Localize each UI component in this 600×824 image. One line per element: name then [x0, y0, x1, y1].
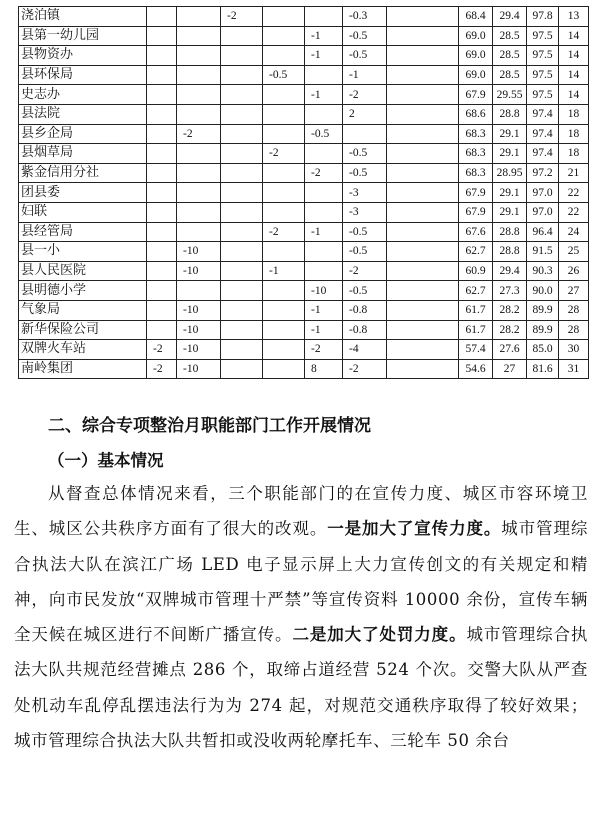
cell-c1: [147, 320, 177, 340]
table-row: [19, 261, 589, 281]
cell-c5: [305, 144, 343, 164]
body-paragraph: [14, 476, 588, 758]
cell-blank: [387, 340, 459, 360]
cell-c2: [177, 202, 221, 222]
cell-s2: 27.6: [493, 340, 527, 360]
cell-c6: -0.5: [343, 46, 387, 66]
cell-blank: [387, 281, 459, 301]
cell-blank: [387, 7, 459, 27]
cell-rank: 28: [559, 320, 589, 340]
cell-c1: [147, 202, 177, 222]
cell-c1: [147, 46, 177, 66]
cell-c2: [177, 163, 221, 183]
cell-s2: 27.3: [493, 281, 527, 301]
cell-total: 96.4: [527, 222, 559, 242]
cell-c4: [263, 7, 305, 27]
cell-rank: 18: [559, 104, 589, 124]
table-row: [19, 46, 589, 66]
cell-name: 气象局: [19, 300, 147, 320]
cell-rank: 18: [559, 124, 589, 144]
table-row: [19, 124, 589, 144]
cell-s1: 69.0: [459, 26, 493, 46]
cell-c4: -0.5: [263, 65, 305, 85]
section-heading: 二、综合专项整治月职能部门工作开展情况: [48, 416, 371, 436]
cell-s1: 67.9: [459, 85, 493, 105]
cell-c4: [263, 26, 305, 46]
cell-c2: -10: [177, 242, 221, 262]
cell-c2: [177, 144, 221, 164]
table-row: [19, 242, 589, 262]
cell-s2: 28.2: [493, 320, 527, 340]
cell-total: 97.4: [527, 104, 559, 124]
cell-c6: -0.5: [343, 26, 387, 46]
cell-s2: 28.5: [493, 46, 527, 66]
cell-rank: 22: [559, 202, 589, 222]
cell-c4: [263, 202, 305, 222]
table-row: [19, 163, 589, 183]
paragraph-bold-1: 一是加大了宣传力度。: [327, 519, 502, 539]
cell-s1: 62.7: [459, 242, 493, 262]
cell-s2: 29.1: [493, 202, 527, 222]
cell-rank: 30: [559, 340, 589, 360]
cell-c6: -0.5: [343, 222, 387, 242]
cell-c3: [221, 340, 263, 360]
cell-total: 97.0: [527, 202, 559, 222]
cell-c1: [147, 144, 177, 164]
table-row: [19, 340, 589, 360]
cell-s1: 60.9: [459, 261, 493, 281]
cell-total: 89.9: [527, 320, 559, 340]
cell-c2: -10: [177, 300, 221, 320]
cell-name: 团县委: [19, 183, 147, 203]
cell-s2: 29.1: [493, 144, 527, 164]
cell-c4: [263, 85, 305, 105]
cell-c3: [221, 85, 263, 105]
cell-rank: 24: [559, 222, 589, 242]
table-row: [19, 183, 589, 203]
cell-c4: [263, 300, 305, 320]
cell-blank: [387, 144, 459, 164]
paragraph-text-2: 城市管理综合执法大队在滨江广场 LED 电子显示屏上大力宣传创文的有关规定和精神，向市民发放“双牌城市管理十严禁”等宣传资料 10000 余份，宣传车辆全天候在城区进行不间断广播宣传。: [14, 519, 588, 645]
cell-s1: 61.7: [459, 300, 493, 320]
cell-name: 县一小: [19, 242, 147, 262]
cell-c1: [147, 124, 177, 144]
cell-s1: 69.0: [459, 46, 493, 66]
cell-c1: [147, 242, 177, 262]
cell-s2: 29.4: [493, 261, 527, 281]
cell-blank: [387, 26, 459, 46]
cell-rank: 31: [559, 359, 589, 379]
table-row: [19, 144, 589, 164]
cell-s1: 67.9: [459, 202, 493, 222]
cell-name: 新华保险公司: [19, 320, 147, 340]
cell-blank: [387, 222, 459, 242]
cell-rank: 26: [559, 261, 589, 281]
table-row: [19, 281, 589, 301]
cell-c3: [221, 163, 263, 183]
cell-c4: [263, 183, 305, 203]
cell-c5: [305, 7, 343, 27]
cell-c5: -1: [305, 300, 343, 320]
cell-c4: [263, 104, 305, 124]
cell-c3: [221, 183, 263, 203]
cell-c5: [305, 183, 343, 203]
cell-c5: [305, 65, 343, 85]
cell-s2: 29.55: [493, 85, 527, 105]
cell-c4: [263, 281, 305, 301]
cell-s1: 61.7: [459, 320, 493, 340]
cell-total: 85.0: [527, 340, 559, 360]
cell-blank: [387, 359, 459, 379]
cell-c4: [263, 163, 305, 183]
cell-s2: 28.8: [493, 222, 527, 242]
cell-c6: 2: [343, 104, 387, 124]
cell-s2: 29.4: [493, 7, 527, 27]
cell-c6: -0.5: [343, 144, 387, 164]
cell-c3: [221, 104, 263, 124]
cell-rank: 27: [559, 281, 589, 301]
cell-rank: 14: [559, 26, 589, 46]
cell-c3: [221, 144, 263, 164]
cell-c2: -2: [177, 124, 221, 144]
cell-c4: -1: [263, 261, 305, 281]
cell-c3: -2: [221, 7, 263, 27]
cell-rank: 13: [559, 7, 589, 27]
score-table: [18, 6, 589, 379]
cell-rank: 25: [559, 242, 589, 262]
cell-blank: [387, 163, 459, 183]
cell-total: 97.4: [527, 144, 559, 164]
paragraph-text-3: 城市管理综合执法大队共规范经营摊点 286 个，取缔占道经营 524 个次。交警大队从严查处机动车乱停乱摆违法行为为 274 起，对规范交通秩序取得了较好效果；城市管理综合执法大队共暂扣或没收两轮摩托车、三轮车 50 余台: [14, 625, 589, 751]
cell-s1: 62.7: [459, 281, 493, 301]
table-row: [19, 300, 589, 320]
cell-c4: -2: [263, 144, 305, 164]
table-row: [19, 85, 589, 105]
cell-c6: -4: [343, 340, 387, 360]
cell-name: 县烟草局: [19, 144, 147, 164]
cell-c5: -2: [305, 163, 343, 183]
cell-name: 县环保局: [19, 65, 147, 85]
cell-c6: -0.5: [343, 163, 387, 183]
cell-s1: 68.3: [459, 124, 493, 144]
cell-c4: [263, 124, 305, 144]
cell-c2: [177, 281, 221, 301]
cell-c5: [305, 104, 343, 124]
cell-s1: 68.3: [459, 144, 493, 164]
cell-rank: 22: [559, 183, 589, 203]
cell-name: 县明德小学: [19, 281, 147, 301]
cell-total: 81.6: [527, 359, 559, 379]
cell-s1: 68.4: [459, 7, 493, 27]
cell-c6: -3: [343, 202, 387, 222]
cell-c1: [147, 183, 177, 203]
cell-c3: [221, 26, 263, 46]
cell-c5: -1: [305, 26, 343, 46]
cell-c5: [305, 261, 343, 281]
table-row: [19, 222, 589, 242]
cell-total: 97.2: [527, 163, 559, 183]
cell-c3: [221, 320, 263, 340]
cell-c1: -2: [147, 340, 177, 360]
cell-name: 县乡企局: [19, 124, 147, 144]
cell-blank: [387, 46, 459, 66]
cell-s2: 29.1: [493, 124, 527, 144]
cell-c5: -2: [305, 340, 343, 360]
cell-c6: -0.8: [343, 300, 387, 320]
cell-c2: [177, 183, 221, 203]
cell-c2: -10: [177, 340, 221, 360]
cell-c1: [147, 104, 177, 124]
cell-c6: -0.5: [343, 242, 387, 262]
cell-c2: [177, 7, 221, 27]
cell-s2: 29.1: [493, 183, 527, 203]
cell-c4: -2: [263, 222, 305, 242]
cell-blank: [387, 85, 459, 105]
cell-total: 89.9: [527, 300, 559, 320]
cell-s1: 67.9: [459, 183, 493, 203]
cell-c1: [147, 222, 177, 242]
cell-rank: 14: [559, 46, 589, 66]
sub-heading: （一）基本情况: [48, 451, 164, 470]
cell-c1: [147, 281, 177, 301]
cell-name: 紫金信用分社: [19, 163, 147, 183]
cell-c6: -1: [343, 65, 387, 85]
cell-c1: [147, 65, 177, 85]
cell-name: 南岭集团: [19, 359, 147, 379]
cell-c4: [263, 340, 305, 360]
cell-s2: 28.5: [493, 65, 527, 85]
cell-c5: [305, 242, 343, 262]
cell-c2: -10: [177, 320, 221, 340]
cell-c6: [343, 124, 387, 144]
cell-name: 县第一幼儿园: [19, 26, 147, 46]
cell-c2: -10: [177, 261, 221, 281]
cell-name: 浇泊镇: [19, 7, 147, 27]
cell-s2: 28.5: [493, 26, 527, 46]
cell-c1: [147, 300, 177, 320]
cell-c1: [147, 7, 177, 27]
cell-c2: -10: [177, 359, 221, 379]
cell-c3: [221, 124, 263, 144]
cell-total: 97.5: [527, 46, 559, 66]
cell-blank: [387, 320, 459, 340]
cell-c1: -2: [147, 359, 177, 379]
cell-c5: -1: [305, 85, 343, 105]
paragraph-text-1: 从督查总体情况来看，三个职能部门的在宣传力度、城区市容环境卫生、城区公共秩序方面有了很大的改观。: [14, 484, 588, 539]
cell-s1: 67.6: [459, 222, 493, 242]
cell-c5: -1: [305, 222, 343, 242]
cell-name: 县人民医院: [19, 261, 147, 281]
cell-c6: -0.3: [343, 7, 387, 27]
cell-name: 县经管局: [19, 222, 147, 242]
cell-total: 97.0: [527, 183, 559, 203]
cell-c2: [177, 104, 221, 124]
cell-blank: [387, 124, 459, 144]
cell-name: 县法院: [19, 104, 147, 124]
cell-c3: [221, 261, 263, 281]
cell-total: 97.5: [527, 65, 559, 85]
cell-c6: -0.8: [343, 320, 387, 340]
cell-c1: [147, 26, 177, 46]
cell-total: 90.0: [527, 281, 559, 301]
cell-c2: [177, 26, 221, 46]
cell-blank: [387, 300, 459, 320]
cell-c5: -10: [305, 281, 343, 301]
cell-total: 91.5: [527, 242, 559, 262]
cell-s2: 28.8: [493, 104, 527, 124]
cell-s2: 27: [493, 359, 527, 379]
cell-rank: 14: [559, 85, 589, 105]
paragraph-bold-2: 二是加大了处罚力度。: [292, 625, 467, 645]
cell-c4: [263, 46, 305, 66]
cell-c3: [221, 359, 263, 379]
cell-c6: -2: [343, 359, 387, 379]
cell-c1: [147, 85, 177, 105]
cell-blank: [387, 104, 459, 124]
table-row: [19, 359, 589, 379]
cell-blank: [387, 183, 459, 203]
cell-c5: 8: [305, 359, 343, 379]
table-row: [19, 7, 589, 27]
cell-total: 97.4: [527, 124, 559, 144]
cell-c6: -0.5: [343, 281, 387, 301]
cell-c6: -2: [343, 261, 387, 281]
cell-c4: [263, 320, 305, 340]
cell-blank: [387, 202, 459, 222]
cell-s1: 54.6: [459, 359, 493, 379]
table-row: [19, 26, 589, 46]
cell-total: 90.3: [527, 261, 559, 281]
cell-s2: 28.8: [493, 242, 527, 262]
cell-total: 97.8: [527, 7, 559, 27]
cell-c5: [305, 202, 343, 222]
cell-c1: [147, 261, 177, 281]
cell-c5: -0.5: [305, 124, 343, 144]
cell-c3: [221, 242, 263, 262]
cell-c3: [221, 46, 263, 66]
cell-s1: 68.6: [459, 104, 493, 124]
cell-c2: [177, 65, 221, 85]
table-row: [19, 104, 589, 124]
cell-c2: [177, 85, 221, 105]
cell-rank: 21: [559, 163, 589, 183]
cell-s2: 28.2: [493, 300, 527, 320]
cell-name: 双牌火车站: [19, 340, 147, 360]
cell-rank: 18: [559, 144, 589, 164]
cell-c2: [177, 46, 221, 66]
cell-c5: -1: [305, 46, 343, 66]
cell-c1: [147, 163, 177, 183]
cell-c3: [221, 65, 263, 85]
cell-c3: [221, 300, 263, 320]
cell-blank: [387, 261, 459, 281]
cell-name: 县物资办: [19, 46, 147, 66]
cell-c2: [177, 222, 221, 242]
table-row: [19, 202, 589, 222]
cell-blank: [387, 65, 459, 85]
cell-c6: -2: [343, 85, 387, 105]
cell-name: 妇联: [19, 202, 147, 222]
cell-s1: 57.4: [459, 340, 493, 360]
cell-rank: 14: [559, 65, 589, 85]
cell-s1: 68.3: [459, 163, 493, 183]
cell-c3: [221, 222, 263, 242]
cell-c4: [263, 359, 305, 379]
cell-c4: [263, 242, 305, 262]
cell-name: 史志办: [19, 85, 147, 105]
cell-c5: -1: [305, 320, 343, 340]
cell-rank: 28: [559, 300, 589, 320]
cell-c3: [221, 202, 263, 222]
cell-total: 97.5: [527, 26, 559, 46]
cell-s1: 69.0: [459, 65, 493, 85]
table-row: [19, 320, 589, 340]
table-row: [19, 65, 589, 85]
cell-total: 97.5: [527, 85, 559, 105]
cell-blank: [387, 242, 459, 262]
cell-c3: [221, 281, 263, 301]
cell-s2: 28.95: [493, 163, 527, 183]
cell-c6: -3: [343, 183, 387, 203]
